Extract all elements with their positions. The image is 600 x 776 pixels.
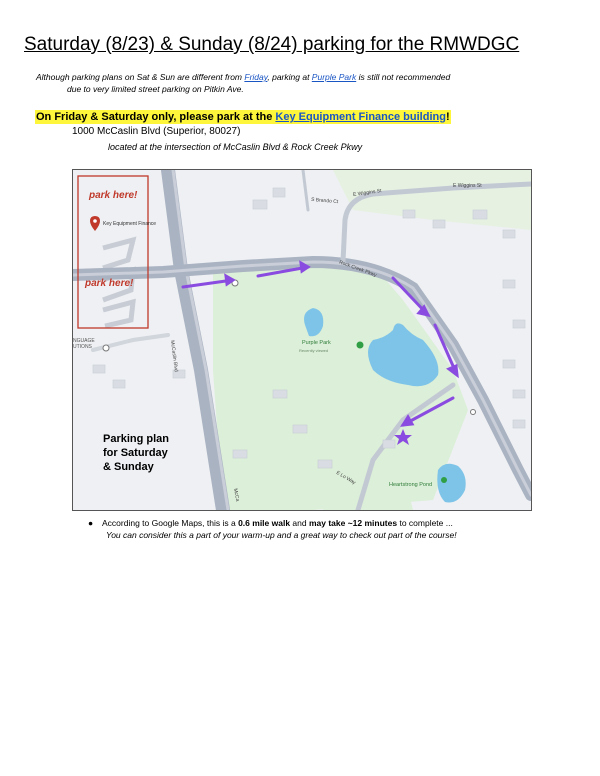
park-here-label-bottom: park here! (85, 278, 134, 289)
place-marker-icon (103, 345, 109, 351)
parking-map (72, 169, 532, 511)
heartstrong-pond-label: Heartstrong Pond (389, 482, 433, 488)
walk-text: According to Google Maps, this is a (102, 518, 239, 528)
language-label-2: UTIONS (73, 344, 92, 350)
purple-park-label: Purple Park (302, 340, 331, 346)
heartstrong-marker-icon (441, 477, 447, 483)
note-line-2: due to very limited street parking on Pitkin Ave. (67, 84, 244, 94)
road-label-rock-creek: Rock Creek Pkwy (338, 259, 378, 279)
purple-park-marker-icon (357, 342, 364, 349)
language-label (73, 338, 95, 350)
road-label-wiggins: E Wiggins St (352, 188, 382, 198)
location-note: located at the intersection of McCaslin Blvd & Rock Creek Pkwy (108, 142, 363, 152)
park-here-label-top: park here! (89, 190, 138, 201)
note-text: , parking at (267, 72, 312, 82)
road-label-mccaslin-bottom: McCa (232, 488, 241, 502)
key-equipment-label: Key Equipment Finance (103, 221, 157, 227)
purple-park-link[interactable]: Purple Park (311, 72, 357, 82)
road-label-wiggins-right: E Wiggins St (453, 183, 482, 189)
plan-line-3: & Sunday (103, 461, 154, 473)
walk-time: may take ~12 minutes (308, 518, 398, 528)
walk-info (102, 518, 453, 528)
page-title: Saturday (8/23) & Sunday (8/24) parking for the RMWDGC (24, 34, 520, 55)
road-label-brando: S Brando Ct (310, 196, 339, 206)
language-label-1: NGUAGE (73, 338, 95, 344)
road-marker-icon (471, 410, 476, 415)
road-label-mccaslin: McCaslin Blvd (169, 340, 179, 373)
bullet-icon: ● (88, 518, 94, 528)
highlight-text-end: ! (445, 111, 450, 123)
note-text: is still not recommended (356, 72, 451, 82)
key-equipment-link[interactable]: Key Equipment Finance building (275, 111, 446, 123)
walk-text: and (290, 518, 309, 528)
walk-distance: 0.6 mile walk (238, 518, 291, 528)
parking-note (36, 71, 556, 95)
friday-link[interactable]: Friday (244, 72, 268, 82)
note-text: Although parking plans on Sat & Sun are different from (36, 72, 245, 82)
road-label-lo-way: E Lo Way (334, 470, 357, 486)
plan-line-2: for Saturday (103, 447, 168, 459)
walk-text-end: to complete ... (397, 518, 453, 528)
highlight-instruction (35, 110, 451, 124)
plan-line-1: Parking plan (103, 433, 170, 445)
address: 1000 McCaslin Blvd (Superior, 80027) (72, 126, 241, 137)
parking-plan-label (103, 432, 169, 474)
warmup-note: You can consider this a part of your warm-up and a great way to check out part of the course! (106, 530, 457, 540)
highlight-text: On Friday & Saturday only, please park at the (36, 111, 276, 123)
purple-park-sub-label: Recently viewed (299, 348, 329, 353)
